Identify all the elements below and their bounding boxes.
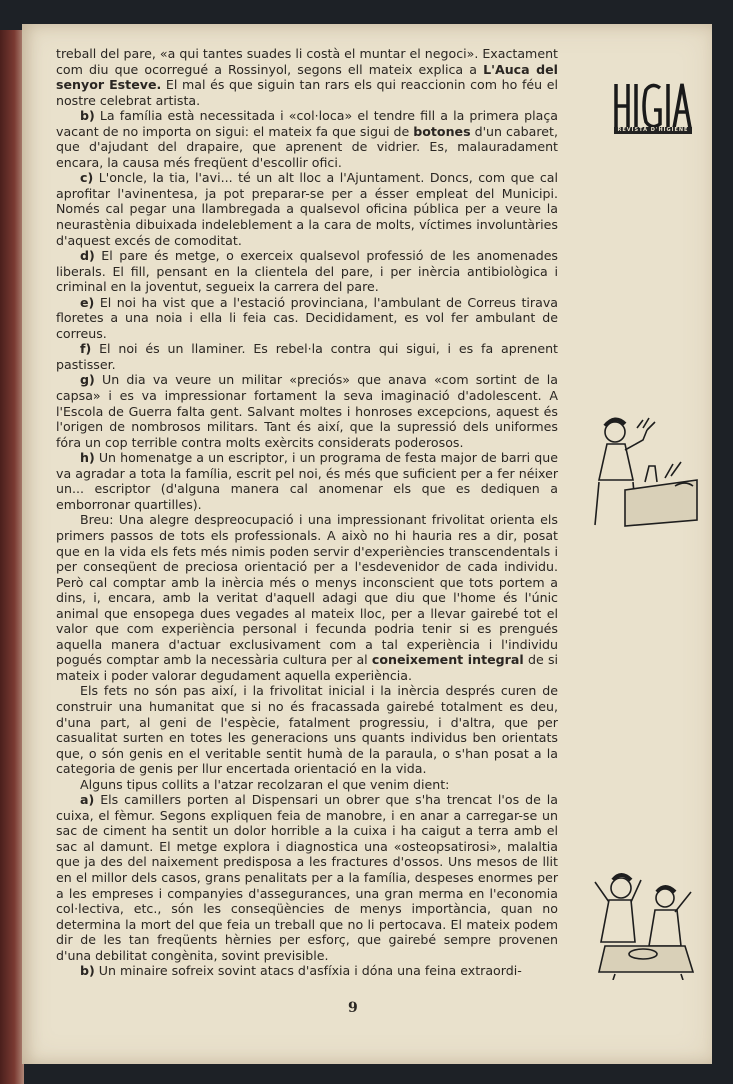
paragraph [56, 963, 558, 979]
bold-text: a) [80, 792, 95, 808]
text-segment: Breu: Una alegre despreocupació i una impressionant frivolitat orienta els primers passos de tots els professionals. A això no hi hauria res a dir, posat que en la vida els fets més nimis poden servir d'experiències transcendentals i per conseqüent de preciosa orientació per a l'esdevenidor de cada individu. Però cal comptar amb la inèrcia més o menys inconscient que tots portem a dins, i, encara, amb la veritat d'aquell adagi que diu que l'home és l'únic animal que ensopega dues vegades al mateix lloc, per a llevar gairebé tot el valor que com experiència personal i fecunda podria tenir si es prengués aquella manera d'actuar exclusivament com a tal experiència i l'individu pogués comptar amb la necessària cultura per al [56, 512, 558, 668]
text-segment: El noi ha vist que a l'estació provinciana, l'ambulant de Correus tirava floretes a una noia i ella li feia cas. Decididament, es vol fer ambulant de correus. [56, 294, 558, 341]
text-segment: Un dia va veure un militar «preciós» que anava «com sortint de la capsa» i es va impressionar fortament la seva imaginació d'adolescent. A l'Escola de Guerra falta gent. Salvant moltes i honroses excepcions, aquest és l'origen de nombrosos militars. Tant és així, que la supressió dels uniformes fóra un cop terrible contra molts exèrcits considerats poderosos. [56, 372, 558, 450]
text-segment: Un minaire sofreix sovint atacs d'asfíxia i dóna una feina extraordi- [94, 963, 522, 979]
bold-text: botones [413, 123, 471, 139]
text-segment: La família està necessitada i «col·loca» el tendre fill a la primera plaça vacant de no importa on sigui: el mateix fa que sigui de [56, 108, 558, 139]
waiter-illustration [585, 410, 705, 530]
paragraph [56, 248, 558, 295]
paragraph [56, 450, 558, 512]
higia-logo [612, 80, 694, 132]
text-segment: d'un cabaret, que d'ajudant del drapaire, que aprenent de vidrier. Es, malauradament encara, la causa més freqüent d'escollir ofici. [56, 123, 558, 170]
text-segment: treball del pare, «a qui tantes suades li costà el muntar el negoci». Exactament com diu que ocorregué a Rossinyol, segons ell mateix explica a [56, 46, 558, 77]
text-segment: L'oncle, la tia, l'avi... té un alt lloc a l'Ajuntament. Doncs, com que cal aprofitar l'avinentesa, ja pot preparar-se per a ésser empleat del Municipi. Només cal pegar una llambregada a qualsevol oficina pública per a veure la neurastènia dibuixada indeleblement a la cara de molts, víctimes involuntàries d'aquest excés de comoditat. [56, 170, 558, 248]
bold-text: f) [80, 341, 92, 357]
text-segment: El noi és un llaminer. Es rebel·la contra qui sigui, i es fa aprenent pastisser. [56, 341, 558, 372]
bold-text: g) [80, 372, 95, 388]
bold-text: c) [80, 170, 94, 186]
paragraph [56, 777, 558, 793]
paragraph [56, 512, 558, 683]
text-segment: Alguns tipus collits a l'atzar recolzaran el que venim dient: [80, 776, 450, 792]
paragraph [56, 46, 558, 108]
text-segment: Un homenatge a un escriptor, i un programa de festa major de barri que va agradar a tota la família, escrit pel noi, és més que suficient per a fer néixer un... escriptor (d'alguna manera cal anomenar els que es dediquen a emborronar quartilles). [56, 450, 558, 512]
bold-text: e) [80, 294, 95, 310]
text-segment: Els fets no són pas així, i la frivolitat inicial i la inèrcia després curen de construir una humanitat que si no és fracassada gairebé totalment es deu, d'una part, al geni de l'espècie, fatalment progressiu, i d'altra, que per casualitat surten en totes les generacions uns quants individus ben orientats que, o són genis en el veritable sentit humà de la paraula, o s'han posat a la categoria de genis per llur encertada orientació en la vida. [56, 683, 558, 777]
paragraph [56, 683, 558, 776]
text-segment: El pare és metge, o exerceix qualsevol professió de les anomenades liberals. El fill, pensant en la clientela del pare, i per inèrcia antibiològica i criminal en la joventut, segueix la carrera del pare. [56, 248, 558, 295]
paragraph [56, 341, 558, 372]
paragraph [56, 792, 558, 963]
paragraph [56, 108, 558, 170]
text-segment: Els camillers porten al Dispensari un obrer que s'ha trencat l'os de la cuixa, el fèmur. Segons expliquen feia de manobre, i en anar a carregar-se un sac de ciment ha sentit un dolor horrible a la cuixa i ha caigut a terra amb el sac al damunt. El metge explora i diagnostica una «osteopsatirosi», malaltia que ja des del naixement predisposa a les fractures d'ossos. Uns mesos de llit en el millor dels casos, grans penalitats per a la família, despeses enormes per a les empreses i companyies d'assegurances, una gran merma en l'economia col·lectiva, etc., són les conseqüències de menys importància, quan no determina la mort del que feia un treball que no li pertocava. El mateix podem dir de les tan freqüents hèrnies per esforç, que gairebé sempre provenen d'una debilitat congènita, sovint previsible. [56, 792, 558, 963]
book-spine [0, 30, 24, 1084]
page-number: 9 [348, 1000, 358, 1016]
bold-text: L'Auca del senyor Esteve. [56, 61, 558, 93]
bold-text: b) [80, 108, 95, 124]
article-text [56, 46, 558, 979]
bold-text: b) [80, 963, 95, 979]
family-meal-illustration [585, 862, 703, 980]
bold-text: h) [80, 450, 95, 466]
paragraph [56, 295, 558, 342]
text-segment: de si mateix i poder valorar degudament aquella experiència. [56, 652, 559, 683]
logo-subtitle: REVISTA D'HIGIENE [614, 127, 692, 134]
text-segment: El mal és que siguin tan rars els qui reaccionin com ho féu el nostre celebrat artista. [56, 77, 558, 108]
bold-text: d) [80, 248, 95, 264]
paragraph [56, 170, 558, 248]
paragraph [56, 372, 558, 450]
bold-text: coneixement integral [371, 652, 524, 668]
